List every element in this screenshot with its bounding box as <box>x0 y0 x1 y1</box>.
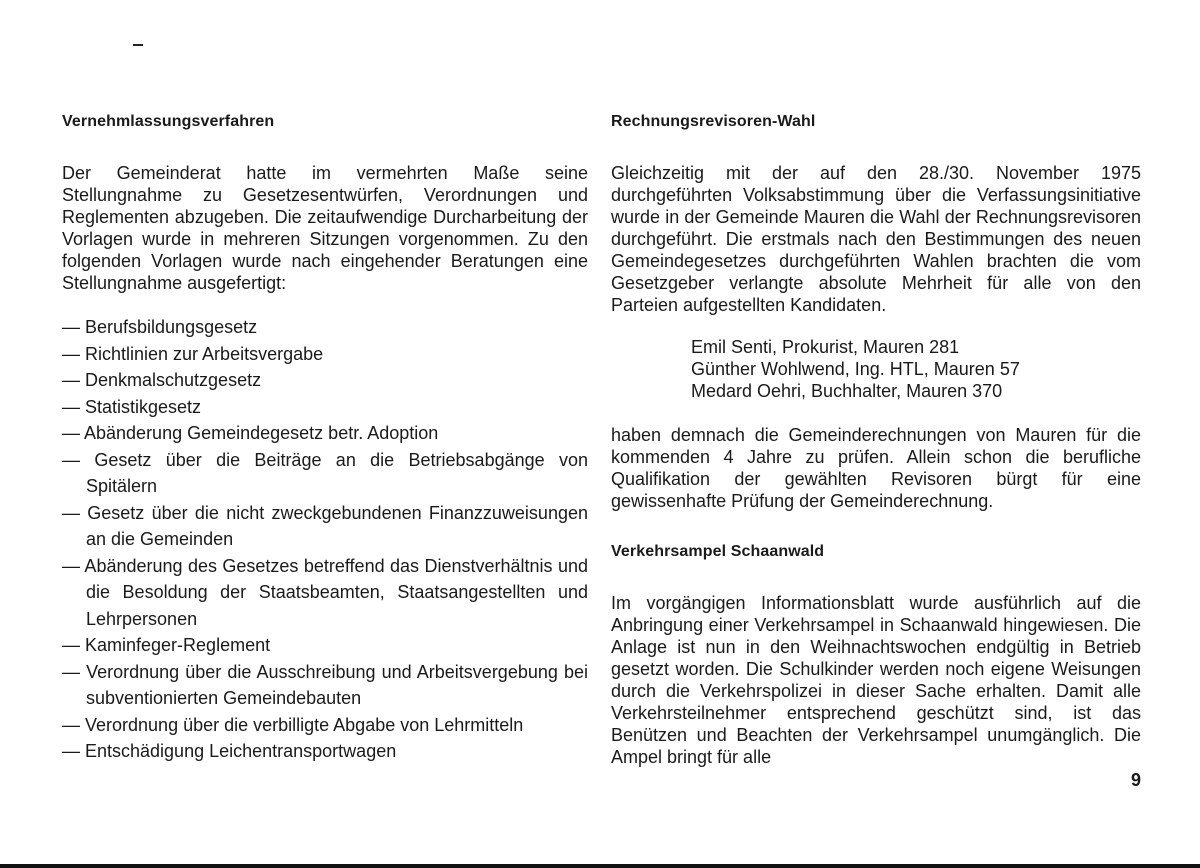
paragraph-intro: Der Gemeinderat hatte im vermehrten Maße seine Stellungnahme zu Gesetzesentwürfen, Verordnungen und Reglementen abzugeben. Die zeitaufwendige Durcharbeitung der Vorlagen wurde in mehreren Sitzungen vorgenommen. Zu den folgenden Vorlagen wurde nach eingehender Beratungen eine Stellungnahme ausgefertigt: <box>62 163 588 293</box>
list-item: — Kaminfeger-Reglement <box>62 635 271 655</box>
paragraph-audit: haben demnach die Gemeinderechnungen von Mauren für die kommenden 4 Jahre zu prüfen. Allein schon die berufliche Qualifikation der gewählten Revisoren bürgt für eine gewissenhafte Prüfung der Gemeinderechnung. <box>611 425 1141 511</box>
list-item: — Abänderung Gemeindegesetz betr. Adoption <box>62 423 439 443</box>
list-item: — Richtlinien zur Arbeitsvergabe <box>62 343 324 364</box>
list-item: — Statistikgesetz <box>62 396 202 417</box>
list-item: — Verordnung über die verbilligte Abgabe von Lehrmitteln <box>62 714 524 735</box>
consultation-list <box>62 314 588 765</box>
list-item: — Berufsbildungsgesetz <box>62 317 258 337</box>
page-number: 9 <box>1130 770 1141 790</box>
elected-names <box>691 336 1141 402</box>
list-item: — Abänderung des Gesetzes betreffend das Dienstverhältnis und die Besoldung der Staatsbeamten, Staatsangestellten und Lehrpersonen <box>62 555 588 629</box>
section-heading-vernehmlassung: Vernehmlassungsverfahren <box>62 113 275 130</box>
name-line: Günther Wohlwend, Ing. HTL, Mauren 57 <box>691 359 1020 379</box>
name-line: Medard Oehri, Buchhalter, Mauren 370 <box>691 381 1003 401</box>
list-item: — Entschädigung Leichentransportwagen <box>62 741 397 761</box>
scan-mark <box>133 44 143 46</box>
list-item: — Gesetz über die nicht zweckgebundenen Finanzzuweisungen an die Gemeinden <box>62 502 588 549</box>
paragraph-election: Gleichzeitig mit der auf den 28./30. November 1975 durchgeführten Volksabstimmung über die Verfassungsinitiative wurde in der Gemeinde Mauren die Wahl der Rechnungsrevisoren durchgeführt. Die erstmals nach den Bestimmungen des neuen Gemeindegesetzes durchgeführten Wahlen brachten die vom Gesetzgeber verlangte absolute Mehrheit für alle von den Parteien aufgestellten Kandidaten. <box>611 163 1141 315</box>
left-column <box>62 112 588 765</box>
section-heading-rechnungsrevisoren: Rechnungsrevisoren-Wahl <box>611 113 816 130</box>
section-heading-verkehrsampel: Verkehrsampel Schaanwald <box>611 543 825 560</box>
right-column <box>611 112 1141 768</box>
page-border <box>0 864 1200 868</box>
paragraph-traffic-light: Im vorgängigen Informationsblatt wurde ausführlich auf die Anbringung einer Verkehrsampel in Schaanwald hingewiesen. Die Anlage ist nun in den Weihnachtswochen endgültig in Betrieb gesetzt worden. Die Schulkinder werden noch eigene Weisungen durch die Verkehrspolizei in dieser Sache erhalten. Damit alle Verkehrsteilnehmer entsprechend geschützt sind, ist das Benützen und Beachten der Verkehrsampel unumgänglich. Die Ampel bringt für alle <box>611 593 1141 767</box>
list-item: — Gesetz über die Beiträge an die Betriebsabgänge von Spitälern <box>62 449 588 496</box>
list-item: — Verordnung über die Ausschreibung und Arbeitsvergebung bei subventionierten Gemeindebauten <box>62 661 588 708</box>
name-line: Emil Senti, Prokurist, Mauren 281 <box>691 337 960 357</box>
list-item: — Denkmalschutzgesetz <box>62 370 262 390</box>
